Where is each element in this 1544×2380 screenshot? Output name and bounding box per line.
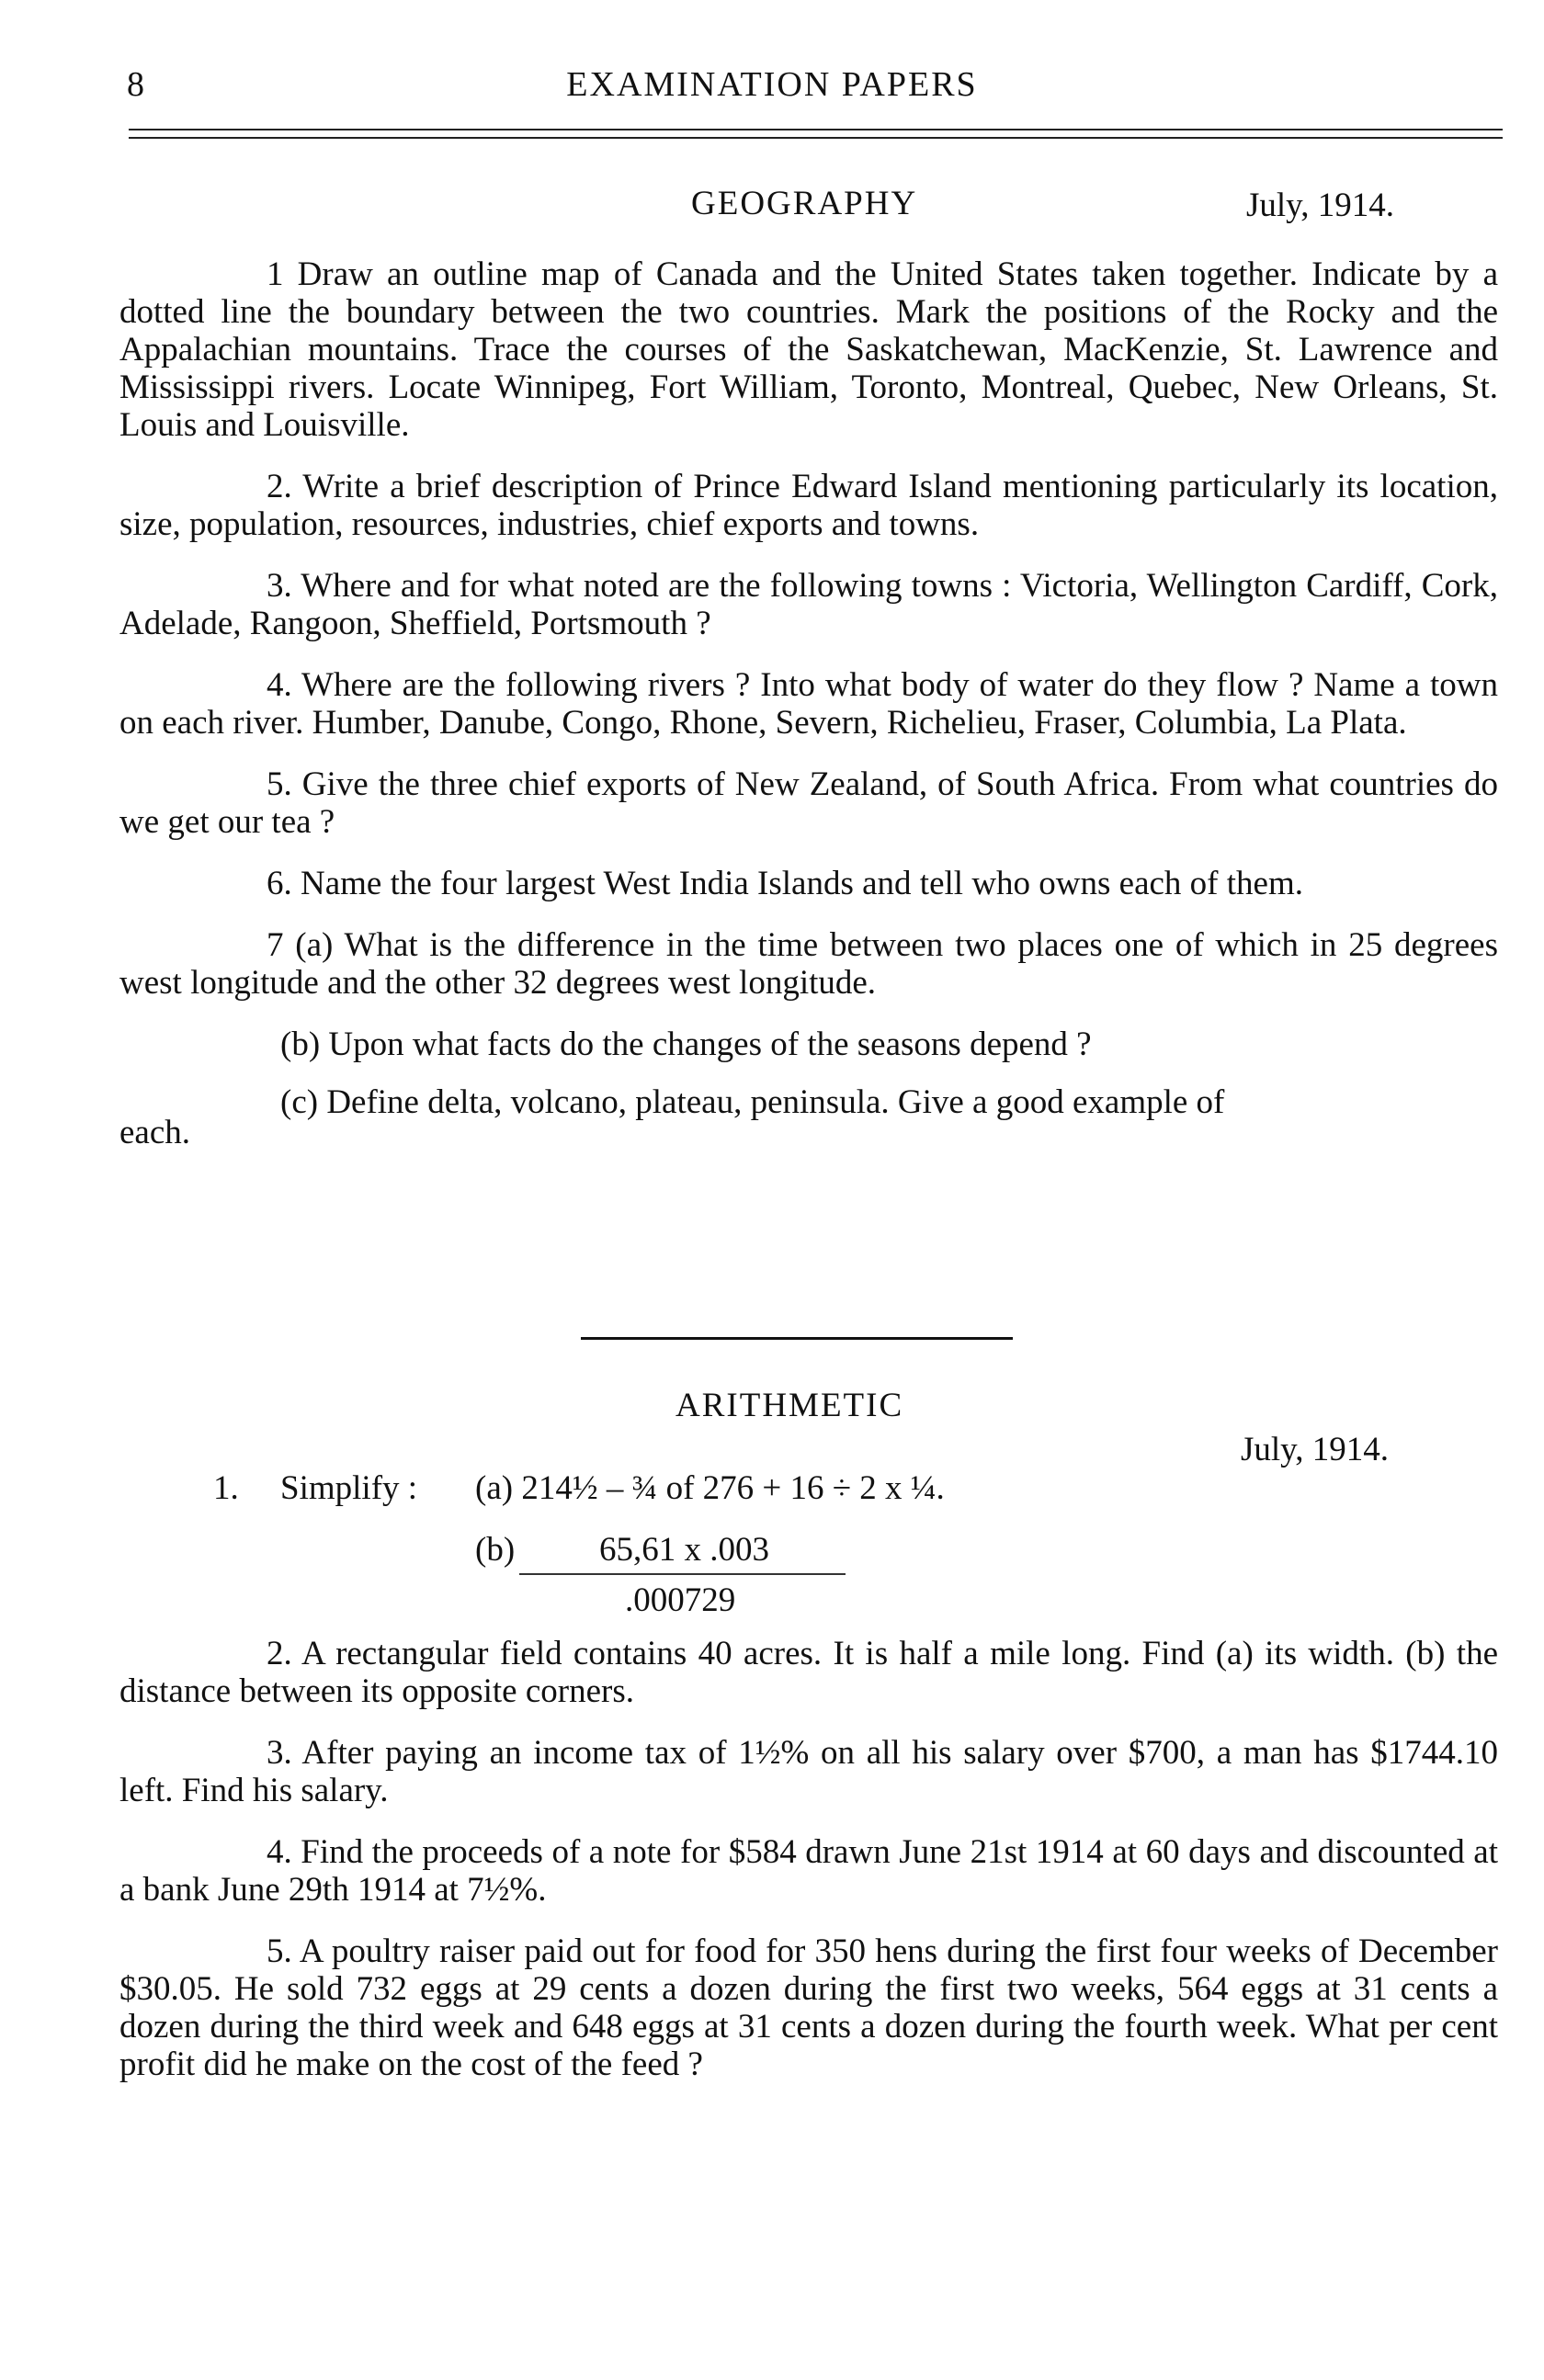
section-separator [581,1337,1013,1340]
arithmetic-question-2: 2. A rectangular field contains 40 acres. It is half a mile long. Find (a) its width. (b) the distance between its opposite corners. [119,1635,1498,1710]
arithmetic-question-4: 4. Find the proceeds of a note for $584 drawn June 21st 1914 at 60 days and discounted at a bank June 29th 1914 at 7½%. [119,1833,1498,1909]
arithmetic-q1b-denominator: .000729 [625,1581,736,1619]
arithmetic-q1-simplify: Simplify : [280,1469,418,1507]
geography-question-1: 1 Draw an outline map of Canada and the United States taken together. Indicate by a dotted line the boundary between the two countries. Mark the positions of the Rocky and the Appalachian mountains. Trace the courses of the Saskatchewan, MacKenzie, St. Lawrence and Mississippi rivers. Locate Winnipeg, Fort William, Toronto, Montreal, Quebec, New Orleans, St. Louis and Louisville. [119,255,1498,444]
geography-question-3: 3. Where and for what noted are the following towns : Victoria, Wellington Cardiff, Cork, Adelade, Rangoon, Sheffield, Portsmouth ? [119,567,1498,642]
geography-question-7a: 7 (a) What is the difference in the time between two places one of which in 25 degrees west longitude and the other 32 degrees west longitude. [119,926,1498,1002]
arithmetic-question-3: 3. After paying an income tax of 1½% on all his salary over $700, a man has $1744.10 left. Find his salary. [119,1734,1498,1809]
geography-title: GEOGRAPHY [691,185,918,222]
geography-question-7c: (c) Define delta, volcano, plateau, peninsula. Give a good example of [280,1083,1225,1121]
running-header-title: EXAMINATION PAPERS [566,65,978,104]
arithmetic-question-5: 5. A poultry raiser paid out for food for 350 hens during the first four weeks of December $30.05. He sold 732 eggs at 29 cents a dozen during the first two weeks, 564 eggs at 31 cents a dozen during the third week and 648 eggs at 31 cents a dozen during the fourth week. What per cent profit did he make on the cost of the feed ? [119,1932,1498,2083]
geography-question-4: 4. Where are the following rivers ? Into what body of water do they flow ? Name a town on each river. Humber, Danube, Congo, Rhone, Severn, Richelieu, Fraser, Columbia, La Plata. [119,666,1498,742]
fraction-bar [519,1573,846,1575]
header-rule-top [129,129,1503,130]
geography-question-7b: (b) Upon what facts do the changes of the seasons depend ? [280,1026,1092,1063]
arithmetic-title: ARITHMETIC [676,1387,904,1424]
arithmetic-date: July, 1914. [1241,1431,1390,1468]
arithmetic-q1-number: 1. [213,1469,239,1507]
page-number: 8 [127,65,144,104]
arithmetic-q1b-numerator: 65,61 x .003 [599,1531,769,1569]
geography-date: July, 1914. [1246,187,1395,224]
geography-question-5: 5. Give the three chief exports of New Zealand, of South Africa. From what countries do we get our tea ? [119,765,1498,841]
geography-question-7c-tail: each. [119,1114,191,1151]
geography-question-2: 2. Write a brief description of Prince Edward Island mentioning particularly its location, size, population, resources, industries, chief exports and towns. [119,468,1498,543]
header-rule-bottom [129,137,1503,139]
arithmetic-questions [119,1635,1498,2107]
geography-question-6: 6. Name the four largest West India Islands and tell who owns each of them. [267,865,1303,902]
geography-questions [119,255,1498,1172]
arithmetic-q1a-expression: (a) 214½ – ¾ of 276 + 16 ÷ 2 x ¼. [475,1469,945,1507]
arithmetic-q1b-label: (b) [475,1531,516,1569]
